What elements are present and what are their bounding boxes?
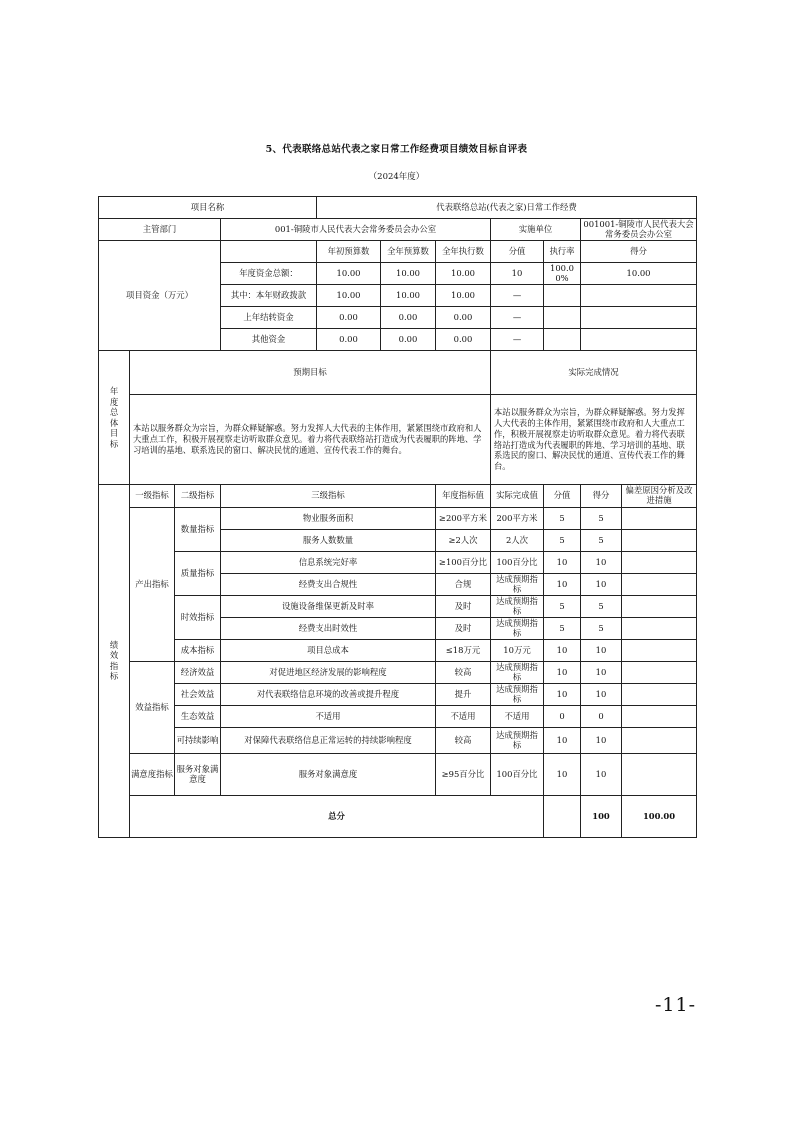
document-title: 5、代表联络总站代表之家日常工作经费项目绩效目标自评表 <box>265 144 528 155</box>
page-number: -11- <box>655 994 697 1016</box>
indicator-got: 10 <box>581 640 622 662</box>
indicator-actual: 2人次 <box>491 530 544 552</box>
group-sustainable: 可持续影响 <box>175 728 221 754</box>
indicator-score: 10 <box>544 754 581 796</box>
dept-label: 主管部门 <box>99 219 221 241</box>
indicator-reason <box>622 754 697 796</box>
indicator-reason <box>622 552 697 574</box>
funds-cell: 10.00 <box>317 285 381 307</box>
indicator-target: ≥2人次 <box>436 530 491 552</box>
indicator-score: 10 <box>544 640 581 662</box>
indicator-reason <box>622 596 697 618</box>
funds-cell: 0.00 <box>317 329 381 351</box>
indicator-actual: 达成预期指标 <box>491 574 544 596</box>
indicator-name: 对代表联络信息环境的改善或提升程度 <box>221 684 436 706</box>
total-score: 100 <box>581 796 622 838</box>
project-name-label: 项目名称 <box>99 197 317 219</box>
indicator-score: 10 <box>544 574 581 596</box>
funds-cell: 10.00 <box>436 285 491 307</box>
indicator-got: 5 <box>581 618 622 640</box>
annual-goal-label <box>99 351 130 485</box>
indicator-reason <box>622 618 697 640</box>
indicator-reason <box>622 662 697 684</box>
col-header-score: 分值 <box>544 485 581 508</box>
indicator-target: 提升 <box>436 684 491 706</box>
table-row <box>99 706 697 728</box>
indicator-name: 服务人数数量 <box>221 530 436 552</box>
indicator-name: 对保障代表联络信息正常运转的持续影响程度 <box>221 728 436 754</box>
indicator-got: 5 <box>581 508 622 530</box>
group-economic: 经济效益 <box>175 662 221 684</box>
funds-cell: 0.00 <box>436 307 491 329</box>
funds-header: 全年预算数 <box>381 241 436 263</box>
report-year: （2024年度） <box>368 172 425 182</box>
indicator-target: 不适用 <box>436 706 491 728</box>
funds-header: 全年执行数 <box>436 241 491 263</box>
impl-label: 实施单位 <box>491 219 581 241</box>
funds-cell: 0.00 <box>381 307 436 329</box>
col-header-got: 得分 <box>581 485 622 508</box>
funds-cell: — <box>491 285 544 307</box>
impl-value: 001001-铜陵市人民代表大会常务委员会办公室 <box>581 219 697 241</box>
indicator-got: 10 <box>581 684 622 706</box>
total-actual-blank <box>544 796 581 838</box>
indicator-actual: 10万元 <box>491 640 544 662</box>
indicator-actual: 不适用 <box>491 706 544 728</box>
funds-cell: 10.00 <box>317 263 381 285</box>
indicator-target: ≥100百分比 <box>436 552 491 574</box>
indicator-target: 及时 <box>436 596 491 618</box>
col-header-actual: 实际完成值 <box>491 485 544 508</box>
funds-row-label: 年度资金总额： <box>221 263 317 285</box>
funds-label: 项目资金（万元） <box>99 241 221 351</box>
funds-cell <box>581 307 697 329</box>
indicator-actual: 100百分比 <box>491 754 544 796</box>
indicator-name: 服务对象满意度 <box>221 754 436 796</box>
col-header-l3: 三级指标 <box>221 485 436 508</box>
indicator-actual: 100百分比 <box>491 552 544 574</box>
indicator-got: 5 <box>581 596 622 618</box>
funds-cell: 0.00 <box>436 329 491 351</box>
funds-cell <box>544 285 581 307</box>
indicator-target: 及时 <box>436 618 491 640</box>
indicator-got: 10 <box>581 728 622 754</box>
indicator-target: ≥200平方米 <box>436 508 491 530</box>
indicator-actual: 达成预期指标 <box>491 596 544 618</box>
indicator-score: 5 <box>544 596 581 618</box>
col-header-l1: 一级指标 <box>130 485 175 508</box>
table-row <box>99 640 697 662</box>
funds-cell: 10.00 <box>581 263 697 285</box>
group-ecological: 生态效益 <box>175 706 221 728</box>
funds-cell <box>581 329 697 351</box>
funds-cell <box>581 285 697 307</box>
indicator-actual: 达成预期指标 <box>491 684 544 706</box>
indicator-target: 较高 <box>436 662 491 684</box>
indicator-reason <box>622 508 697 530</box>
indicator-name: 经费支出合规性 <box>221 574 436 596</box>
indicator-name: 项目总成本 <box>221 640 436 662</box>
table-row <box>99 728 697 754</box>
indicator-got: 10 <box>581 754 622 796</box>
performance-indicators-label-text: 绩效指标 <box>109 639 119 682</box>
project-name: 代表联络总站(代表之家)日常工作经费 <box>317 197 697 219</box>
indicator-target: 合规 <box>436 574 491 596</box>
indicator-score: 10 <box>544 662 581 684</box>
table-row <box>99 508 697 530</box>
indicator-reason <box>622 684 697 706</box>
dept-value: 001-铜陵市人民代表大会常务委员会办公室 <box>221 219 491 241</box>
group-benefit: 效益指标 <box>130 662 175 754</box>
funds-cell <box>544 329 581 351</box>
indicator-got: 10 <box>581 552 622 574</box>
indicator-score: 5 <box>544 618 581 640</box>
indicator-name: 设施设备维保更新及时率 <box>221 596 436 618</box>
performance-table <box>98 196 697 838</box>
indicator-target: ≤18万元 <box>436 640 491 662</box>
indicator-reason <box>622 574 697 596</box>
indicator-reason <box>622 728 697 754</box>
indicator-name: 物业服务面积 <box>221 508 436 530</box>
table-row <box>99 754 697 796</box>
indicator-score: 10 <box>544 684 581 706</box>
funds-header: 分值 <box>491 241 544 263</box>
expected-goal-text: 本站以服务群众为宗旨，为群众释疑解惑。努力发挥人大代表的主体作用，紧紧围绕市政府和人大重点工作，积极开展视察走访听取群众意见。着力将代表联络站打造成为代表履职的阵地、学习培训的基地、联系选民的窗口、解决民忧的通道、宣传代表工作的舞台。 <box>130 395 491 485</box>
group-satisfaction: 满意度指标 <box>130 754 175 796</box>
funds-row-label: 其中：本年财政拨款 <box>221 285 317 307</box>
indicator-name: 不适用 <box>221 706 436 728</box>
indicator-score: 5 <box>544 508 581 530</box>
group-output: 产出指标 <box>130 508 175 662</box>
funds-header-blank <box>221 241 317 263</box>
total-row <box>99 796 697 838</box>
indicator-name: 信息系统完好率 <box>221 552 436 574</box>
funds-cell: 10.00 <box>436 263 491 285</box>
funds-cell: 10.00 <box>381 285 436 307</box>
group-quantity: 数量指标 <box>175 508 221 552</box>
funds-header: 年初预算数 <box>317 241 381 263</box>
indicator-score: 10 <box>544 552 581 574</box>
col-header-reason: 偏差原因分析及改进措施 <box>622 485 697 508</box>
indicator-actual: 达成预期指标 <box>491 728 544 754</box>
funds-row-label: 其他资金 <box>221 329 317 351</box>
table-row <box>99 662 697 684</box>
indicator-actual: 达成预期指标 <box>491 618 544 640</box>
funds-cell: 0.00 <box>381 329 436 351</box>
indicator-reason <box>622 706 697 728</box>
funds-cell: 10.00 <box>381 263 436 285</box>
indicator-got: 10 <box>581 662 622 684</box>
funds-cell: — <box>491 329 544 351</box>
indicator-score: 0 <box>544 706 581 728</box>
funds-cell: 100.00% <box>544 263 581 285</box>
group-timeliness: 时效指标 <box>175 596 221 640</box>
group-service: 服务对象满意度 <box>175 754 221 796</box>
expected-goal-header: 预期目标 <box>130 351 491 395</box>
indicator-name: 经费支出时效性 <box>221 618 436 640</box>
indicator-reason <box>622 530 697 552</box>
actual-result-text: 本站以服务群众为宗旨，为群众释疑解惑。努力发挥人大代表的主体作用，紧紧围绕市政府和人大重点工作，积极开展视察走访听取群众意见。着力将代表联络站打造成为代表履职的阵地、学习培训的基地、联系选民的窗口、解决民忧的通道、宣传代表工作的舞台。 <box>491 395 697 485</box>
total-got: 100.00 <box>622 796 697 838</box>
indicator-score: 5 <box>544 530 581 552</box>
funds-cell <box>544 307 581 329</box>
indicator-score: 10 <box>544 728 581 754</box>
indicator-target: ≥95百分比 <box>436 754 491 796</box>
performance-indicators-label <box>99 485 130 838</box>
indicator-name: 对促进地区经济发展的影响程度 <box>221 662 436 684</box>
funds-cell: — <box>491 307 544 329</box>
indicator-got: 5 <box>581 530 622 552</box>
group-social: 社会效益 <box>175 684 221 706</box>
table-row <box>99 684 697 706</box>
table-row <box>99 552 697 574</box>
col-header-target: 年度指标值 <box>436 485 491 508</box>
funds-row-label: 上年结转资金 <box>221 307 317 329</box>
total-label: 总分 <box>130 796 544 838</box>
indicator-reason <box>622 640 697 662</box>
funds-header: 执行率 <box>544 241 581 263</box>
indicator-actual: 达成预期指标 <box>491 662 544 684</box>
indicator-target: 较高 <box>436 728 491 754</box>
group-cost: 成本指标 <box>175 640 221 662</box>
actual-result-header: 实际完成情况 <box>491 351 697 395</box>
indicator-actual: 200平方米 <box>491 508 544 530</box>
indicator-got: 10 <box>581 574 622 596</box>
indicator-got: 0 <box>581 706 622 728</box>
annual-goal-label-text: 年度总体目标 <box>109 386 119 449</box>
funds-cell: 10 <box>491 263 544 285</box>
col-header-l2: 二级指标 <box>175 485 221 508</box>
funds-cell: 0.00 <box>317 307 381 329</box>
funds-header: 得分 <box>581 241 697 263</box>
group-quality: 质量指标 <box>175 552 221 596</box>
table-row <box>99 596 697 618</box>
